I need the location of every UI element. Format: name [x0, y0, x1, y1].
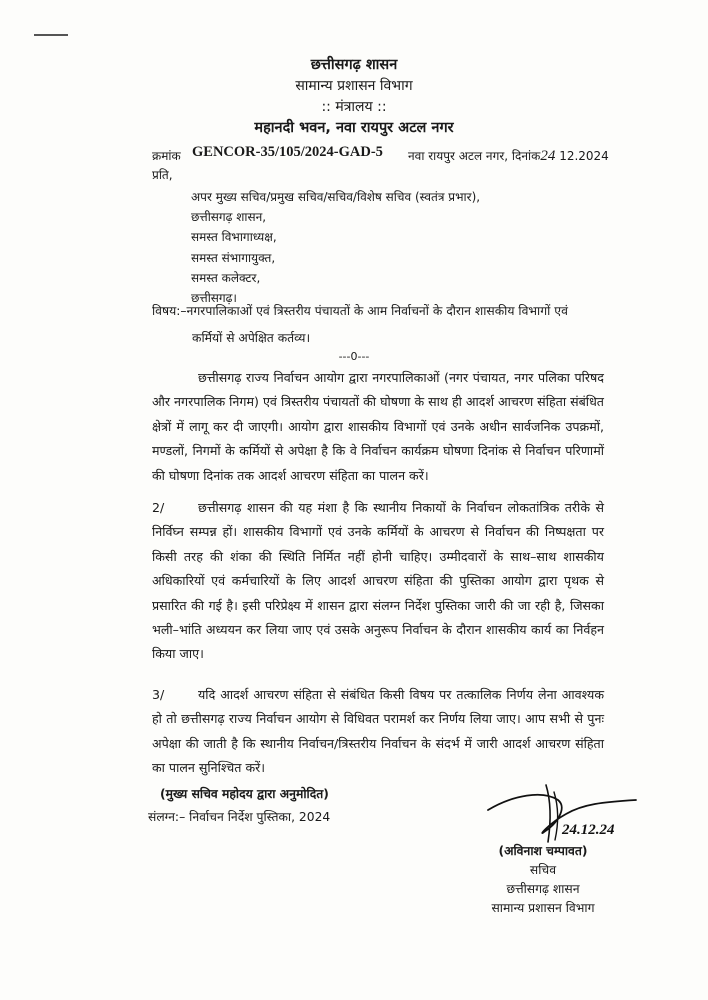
subject — [152, 298, 622, 352]
reference-label: क्रमांक — [152, 149, 181, 163]
signatory-designation: सचिव — [529, 863, 557, 877]
subject-line-2: कर्मियों से अपेक्षित कर्तव्य। — [192, 331, 311, 345]
paragraph-2-number: 2/ — [152, 500, 165, 515]
letterhead-mantralaya: :: मंत्रालय :: — [321, 99, 387, 115]
addressee-line: समस्त विभागाध्यक्ष, — [191, 230, 277, 245]
top-mark-line — [34, 34, 68, 36]
paragraph-2 — [152, 496, 604, 667]
letterhead-department: सामान्य प्रशासन विभाग — [295, 78, 413, 94]
separator: ---0--- — [338, 350, 370, 363]
enclosure-note: संलग्न:– निर्वाचन निर्देश पुस्तिका, 2024 — [148, 810, 331, 824]
paragraph-1-text: छत्तीसगढ़ राज्य निर्वाचन आयोग द्वारा नगरपालिकाओं (नगर पंचायत, नगर पलिका परिषद और नगरपालिक निगम) एवं त्रिस्तरीय पंचायतों की घोषणा के साथ ही आदर्श आचरण संहिता संबंधित क्षेत्रों में लागू कर दी जाएगी। आयोग द्वारा शासकीय विभागों एवं उनके अधीन सार्वजनिक उपक्रमों, मण्डलों, निगमों के कर्मियों से अपेक्षा है कि वे निर्वाचन कार्यक्रम घोषणा दिनांक से निर्वाचन परिणामों की घोषणा दिनांक तक आदर्श आचरण संहिता का पालन करें। — [152, 370, 604, 483]
letterhead-address: महानदी भवन, नवा रायपुर अटल नगर — [254, 120, 454, 136]
place-date-label: नवा रायपुर अटल नगर, दिनांक — [408, 149, 541, 163]
paragraph-1 — [152, 366, 604, 488]
addressee-line: अपर मुख्य सचिव/प्रमुख सचिव/सचिव/विशेष सचिव (स्वतंत्र प्रभार), — [191, 190, 481, 204]
addressee-line: समस्त कलेक्टर, — [191, 270, 261, 285]
printed-month-year: 12.2024 — [559, 149, 609, 163]
signatory-name: (अविनाश चम्पावत) — [498, 844, 588, 858]
addressee-line: छत्तीसगढ़ शासन, — [191, 210, 267, 225]
subject-line-1: विषय:–नगरपालिकाओं एवं त्रिस्तरीय पंचायतों के आम निर्वाचनों के दौरान शासकीय विभागों एवं — [152, 304, 568, 318]
signature-mark — [458, 770, 658, 850]
letterhead — [0, 55, 708, 139]
signatory-block — [468, 842, 618, 918]
letterhead-government: छत्तीसगढ़ शासन — [310, 57, 398, 73]
signature-date: 24.12.24 — [562, 822, 615, 838]
addressee-list — [191, 187, 480, 308]
paragraph-3-number: 3/ — [152, 687, 165, 702]
paragraph-2-text: छत्तीसगढ़ शासन की यह मंशा है कि स्थानीय निकायों के निर्वाचन लोकतांत्रिक तरीके से निर्विघ्न सम्पन्न हों। शासकीय विभागों एवं उनके कर्मियों के आचरण से निर्वाचन की निष्पक्षता पर किसी तरह की शंका की स्थिति निर्मित नहीं होनी चाहिए। उम्मीदवारों के साथ–साथ शासकीय अधिकारियों एवं कर्मचारियों के लिए आदर्श आचरण संहिता की पुस्तिका आयोग द्वारा पृथक से प्रसारित की गई है। इसी परिप्रेक्ष्य में शासन द्वारा संलग्न निर्देश पुस्तिका जारी की जा रही है, जिसका भली–भांति अध्ययन कर लिया जाए एवं उसके अनुरूप निर्वाचन के दौरान शासकीय कार्य का निर्वहन किया जाए। — [152, 500, 604, 662]
signatory-org: छत्तीसगढ़ शासन — [506, 882, 580, 896]
paragraph-3-text: यदि आदर्श आचरण संहिता से संबंधित किसी विषय पर तत्कालिक निर्णय लेना आवश्यक हो तो छत्तीसगढ़ राज्य निर्वाचन आयोग से विधिवत परामर्श कर निर्णय लिया जाए। आप सभी से पुनः अपेक्षा की जाती है कि स्थानीय निर्वाचन/त्रिस्तरीय निर्वाचन के संदर्भ में जारी आदर्श आचरण संहिता का पालन सुनिश्चित करें। — [152, 687, 604, 776]
reference-line — [152, 144, 622, 164]
handwritten-day: 24 — [540, 148, 556, 164]
signatory-department: सामान्य प्रशासन विभाग — [491, 901, 595, 915]
paragraph-3 — [152, 683, 604, 781]
place-date — [408, 147, 609, 165]
addressee-line: छत्तीसगढ़। — [191, 291, 237, 306]
reference-number: GENCOR-35/105/2024-GAD-5 — [192, 144, 383, 160]
addressee-line: समस्त संभागायुक्त, — [191, 250, 276, 265]
approval-note: (मुख्य सचिव महोदय द्वारा अनुमोदित) — [160, 787, 329, 801]
to-label: प्रति, — [152, 168, 173, 182]
